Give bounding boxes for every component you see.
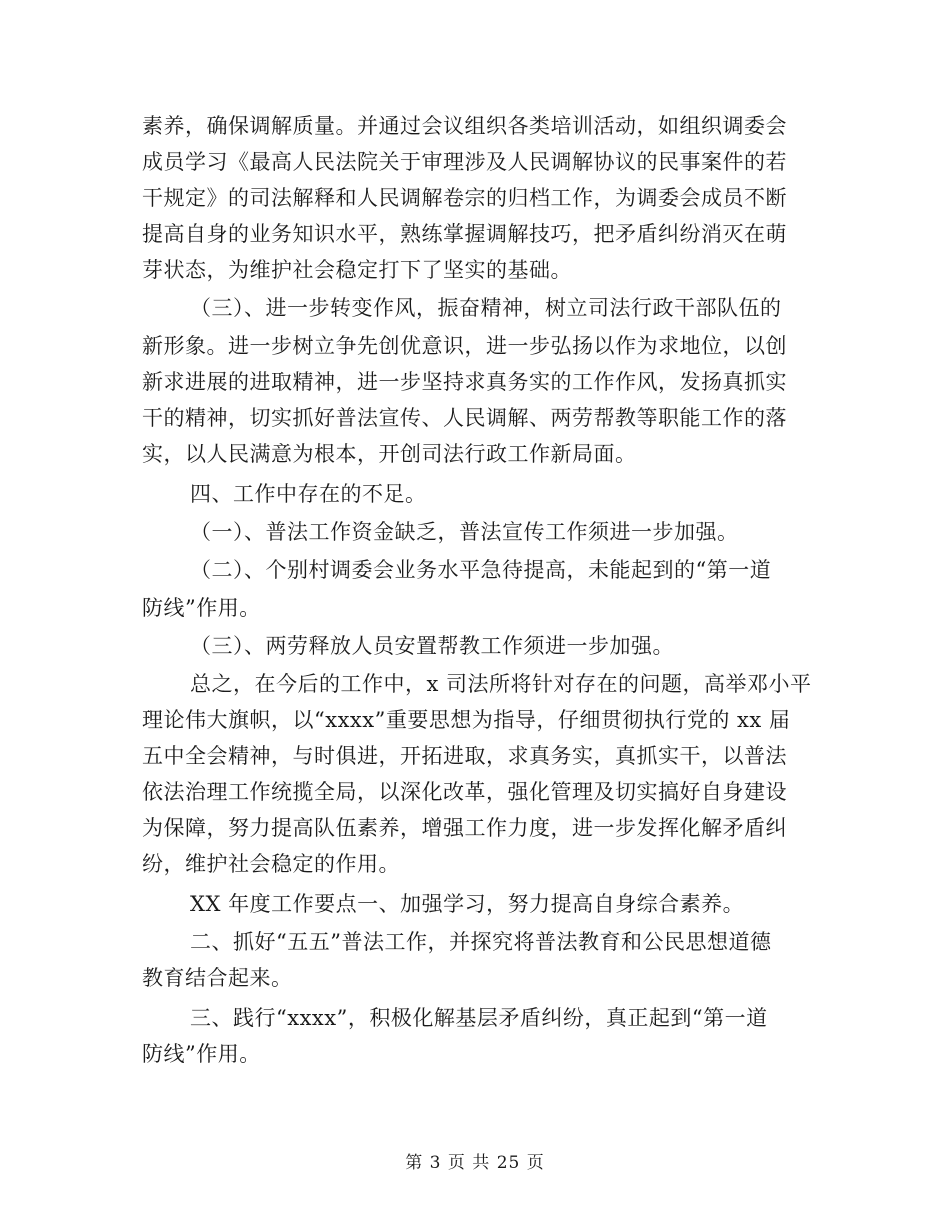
body-line: 教育结合起来。 (142, 966, 293, 990)
body-line: 实，以人民满意为根本，开创司法行政工作新局面。 (142, 442, 637, 466)
body-line: 干的精神，切实抓好普法宣传、人民调解、两劳帮教等职能工作的落 (142, 406, 787, 430)
body-line: 理论伟大旗帜，以“xxxx”重要思想为指导，仔细贯彻执行党的 xx 届 (142, 708, 791, 732)
section-heading: 四、工作中存在的不足。 (190, 482, 427, 506)
body-line: 依法治理工作统揽全局，以深化改革，强化管理及切实搞好自身建设 (142, 780, 787, 804)
body-line: XX 年度工作要点一、加强学习，努力提高自身综合素养。 (190, 892, 745, 916)
body-line: 新形象。进一步树立争先创优意识，进一步弘扬以作为求地位，以创 (142, 334, 787, 358)
body-line: 成员学习《最高人民法院关于审理涉及人民调解协议的民事案件的若 (142, 150, 787, 174)
body-line: 新求进展的进取精神，进一步坚持求真务实的工作作风，发扬真抓实 (142, 370, 787, 394)
body-line: 为保障，努力提高队伍素养，增强工作力度，进一步发挥化解矛盾纠 (142, 816, 787, 840)
body-line: 防线”作用。 (142, 1042, 261, 1066)
body-line: 二、抓好“五五”普法工作，并探究将普法教育和公民思想道德 (190, 930, 772, 954)
body-line: 芽状态，为维护社会稳定打下了坚实的基础。 (142, 258, 572, 282)
body-line: （三）、两劳释放人员安置帮教工作须进一步加强。 (190, 634, 674, 658)
body-line: 总之，在今后的工作中，x 司法所将针对存在的问题，高举邓小平 (190, 672, 812, 696)
body-line: （二）、个别村调委会业务水平急待提高，未能起到的“第一道 (190, 558, 772, 582)
body-line: 防线”作用。 (142, 596, 261, 620)
body-line: 纷，维护社会稳定的作用。 (142, 852, 400, 876)
body-line: （一）、普法工作资金缺乏，普法宣传工作须进一步加强。 (190, 520, 739, 544)
body-line: （三）、进一步转变作风，振奋精神，树立司法行政干部队伍的 (190, 296, 782, 320)
body-line: 素养，确保调解质量。并通过会议组织各类培训活动，如组织调委会 (142, 114, 787, 138)
page-number-footer: 第 3 页 共 25 页 (405, 1153, 545, 1173)
body-line: 三、践行“xxxx”，积极化解基层矛盾纠纷，真正起到“第一道 (190, 1006, 768, 1030)
body-line: 提高自身的业务知识水平，熟练掌握调解技巧，把矛盾纠纷消灭在萌 (142, 222, 787, 246)
body-line: 五中全会精神，与时俱进，开拓进取，求真务实，真抓实干，以普法 (142, 744, 787, 768)
body-line: 干规定》的司法解释和人民调解卷宗的归档工作，为调委会成员不断 (142, 186, 787, 210)
